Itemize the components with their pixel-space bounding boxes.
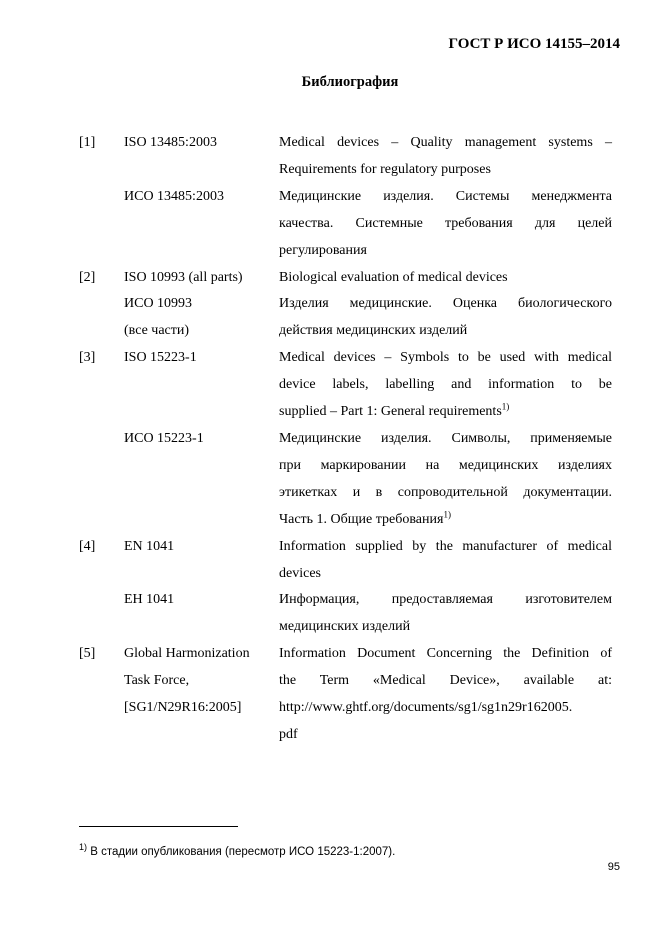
- description-text: device labels, labelling and information to be: [279, 377, 612, 393]
- entry-ref: [79, 587, 124, 641]
- code-line: ИСО 15223-1: [124, 430, 204, 446]
- description-line: [279, 534, 612, 561]
- description-line: [279, 130, 612, 157]
- description-text: devices: [279, 565, 321, 581]
- code-line: ИСО 10993: [124, 296, 193, 312]
- code-line: [SG1/N29R16:2005]: [124, 700, 242, 716]
- entry-item: [79, 426, 612, 534]
- description-line: [279, 238, 612, 265]
- description-text: Biological evaluation of medical devices: [279, 269, 508, 285]
- entry-item: [79, 345, 612, 426]
- entry-description: [279, 426, 612, 534]
- code-line: (все части): [124, 323, 190, 339]
- entry-code: [124, 291, 279, 345]
- description-text: pdf: [279, 726, 298, 742]
- code-line: Task Force,: [124, 673, 190, 689]
- entry-ref: [79, 426, 124, 534]
- description-line: [279, 668, 612, 695]
- description-line: [279, 184, 612, 211]
- description-line: [279, 345, 612, 372]
- description-text: Часть 1. Общие требования: [279, 511, 444, 527]
- entry-code: [124, 587, 279, 641]
- entry-code: [124, 641, 279, 749]
- description-line: [279, 157, 612, 184]
- description-line: [279, 399, 612, 426]
- code-line: ISO 15223-1: [124, 350, 197, 366]
- entry-ref: [3]: [79, 350, 96, 366]
- footnote-ref: 1): [501, 401, 510, 412]
- description-text: действия медицинских изделий: [279, 323, 468, 339]
- code-line: ИСО 13485:2003: [124, 188, 224, 204]
- description-text: медицинских изделий: [279, 619, 411, 635]
- description-text: Medical devices – Quality management systems –: [279, 135, 612, 150]
- bibliography-list: [79, 130, 612, 749]
- entry-item: [79, 291, 612, 345]
- entry-item: [79, 184, 612, 265]
- description-text: Medical devices – Symbols to be used with medical: [279, 350, 612, 366]
- description-line: [279, 318, 612, 345]
- description-line: [279, 695, 612, 722]
- footnote: [79, 842, 396, 858]
- description-text: этикетках и в сопроводительной документации.: [279, 484, 612, 500]
- description-text: качества. Системные требования для целей: [279, 215, 612, 231]
- entry-ref: [2]: [79, 269, 96, 285]
- description-line: [279, 587, 612, 614]
- entry-ref: [1]: [79, 135, 96, 150]
- entry-description: [279, 345, 612, 426]
- description-line: [279, 641, 612, 668]
- entry-code: [124, 426, 279, 534]
- entry-description: [279, 534, 612, 588]
- entry-item: [79, 641, 612, 749]
- description-line: [279, 372, 612, 399]
- entry-description: [279, 265, 612, 292]
- description-line: [279, 211, 612, 238]
- description-text: Information Document Concerning the Definition of: [279, 646, 612, 662]
- code-line: ISO 13485:2003: [124, 135, 217, 150]
- entry-code: [124, 265, 279, 292]
- entry-ref: [4]: [79, 538, 96, 554]
- entry-item: [79, 587, 612, 641]
- description-text: при маркировании на медицинских изделиях: [279, 457, 612, 473]
- entry-code: [124, 130, 279, 184]
- description-text: Медицинские изделия. Символы, применяемые: [279, 430, 612, 446]
- description-text: supplied – Part 1: General requirements: [279, 404, 502, 420]
- code-line: Global Harmonization: [124, 646, 250, 662]
- description-line: [279, 614, 612, 641]
- entry-description: [279, 130, 612, 184]
- description-text: Информация, предоставляемая изготовителем: [279, 592, 612, 608]
- description-text: Изделия медицинские. Оценка биологического: [279, 296, 612, 312]
- description-line: [279, 265, 612, 292]
- description-line: [279, 453, 612, 480]
- description-text: Requirements for regulatory purposes: [279, 161, 491, 177]
- description-line: [279, 291, 612, 318]
- entry-item: [79, 534, 612, 588]
- entry-description: [279, 184, 612, 265]
- footnote-text: В стадии опубликования (пересмотр ИСО 15223-1:2007).: [90, 846, 396, 858]
- description-line: [279, 722, 612, 749]
- bibliography-entry: [79, 534, 612, 642]
- bibliography-entry: [79, 265, 612, 346]
- description-text: Information supplied by the manufacturer of medical: [279, 538, 612, 554]
- entry-ref: [5]: [79, 646, 96, 662]
- entry-code: [124, 345, 279, 426]
- entry-ref: [79, 291, 124, 345]
- footnote-ref: 1): [443, 509, 451, 520]
- page-title: Библиография: [301, 74, 399, 90]
- description-line: [279, 507, 612, 534]
- description-line: [279, 561, 612, 588]
- entry-item: [79, 265, 612, 292]
- bibliography-entry: [79, 130, 612, 265]
- description-line: [279, 426, 612, 453]
- footnote-mark: 1): [79, 842, 88, 853]
- entry-ref: [79, 184, 124, 265]
- description-text: регулирования: [279, 242, 367, 258]
- page-number: 95: [607, 861, 620, 873]
- code-line: EN 1041: [124, 538, 175, 554]
- entry-description: [279, 291, 612, 345]
- description-text: the Term «Medical Device», available at:: [279, 673, 612, 689]
- description-line: [279, 480, 612, 507]
- document-header: ГОСТ Р ИСО 14155–2014: [448, 36, 620, 52]
- bibliography-entry: [79, 641, 612, 749]
- entry-item: [79, 130, 612, 184]
- footnote-divider: [79, 826, 238, 827]
- entry-description: [279, 641, 612, 749]
- entry-description: [279, 587, 612, 641]
- code-line: ISO 10993 (all parts): [124, 269, 243, 285]
- description-text: http://www.ghtf.org/documents/sg1/sg1n29r162005.: [279, 700, 573, 716]
- entry-code: [124, 184, 279, 265]
- description-text: Медицинские изделия. Системы менеджмента: [279, 188, 612, 204]
- entry-code: [124, 534, 279, 588]
- code-line: ЕН 1041: [124, 592, 175, 608]
- bibliography-entry: [79, 345, 612, 533]
